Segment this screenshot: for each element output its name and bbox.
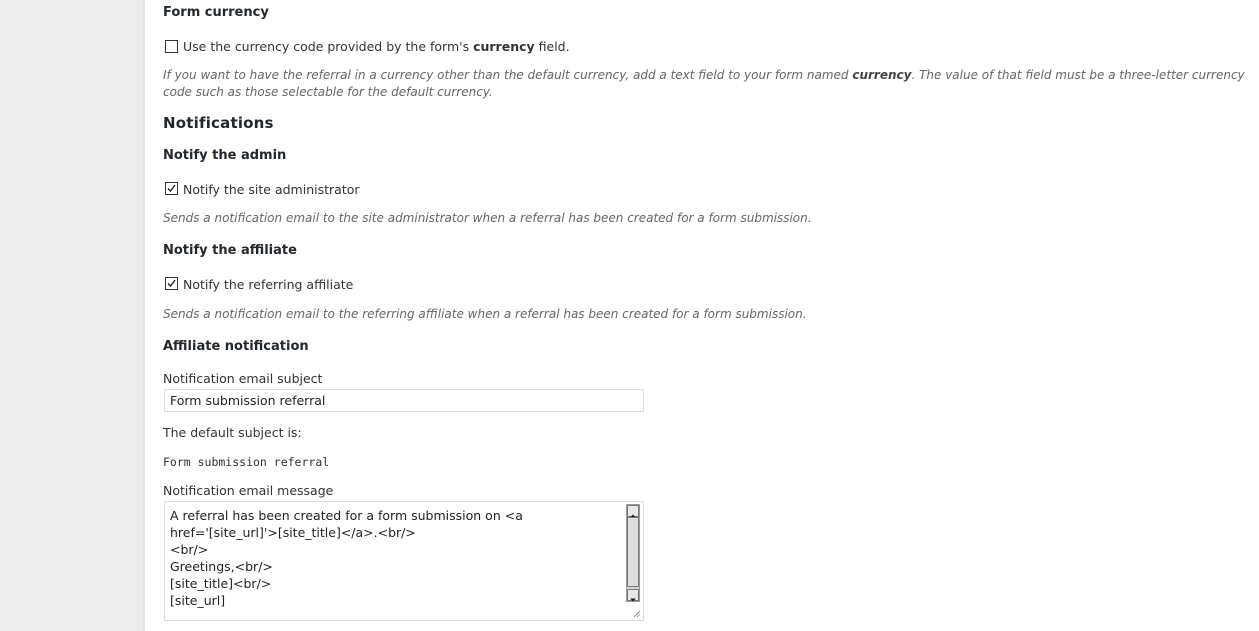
form-currency-description-line1 [163,68,1245,82]
desc-text-pre: If you want to have the referral in a currency other than the default currency, add a text field to your form named [163,68,853,82]
notify-admin-heading: Notify the admin [163,148,287,163]
checkmark-icon [166,278,177,289]
notify-affiliate-checkbox[interactable] [165,277,178,290]
desc-text-bold: currency [852,68,912,82]
notifications-heading: Notifications [163,114,274,132]
subject-input[interactable] [164,389,644,412]
admin-sidebar [0,0,143,631]
label-text-pre: Use the currency code provided by the form's [183,39,474,54]
form-currency-description-line2: code such as those selectable for the default currency. [163,85,493,99]
label-text-post: field. [534,39,570,54]
resize-grip-icon[interactable] [631,608,641,618]
checkmark-icon [166,183,177,194]
message-text: A referral has been created for a form submission on <a href='[site_url]'>[site_title]</a>.<br/> <br/> Greetings,<br/> [site_title]<br/> [site_url] [170,508,523,608]
notify-affiliate-heading: Notify the affiliate [163,243,297,258]
scroll-down-icon[interactable] [627,589,639,601]
notify-affiliate-checkbox-label[interactable]: Notify the referring affiliate [183,277,354,292]
label-text-bold: currency [473,39,535,54]
scroll-up-icon[interactable] [627,505,639,517]
scroll-thumb[interactable] [627,517,639,587]
desc-text-post: . The value of that field must be a three-letter currency [911,68,1245,82]
notify-admin-checkbox[interactable] [165,182,178,195]
form-currency-checkbox-label[interactable] [183,39,570,54]
default-subject-value: Form submission referral [163,455,330,469]
subject-label: Notification email subject [163,371,323,386]
notify-admin-checkbox-label[interactable]: Notify the site administrator [183,182,360,197]
notify-admin-description: Sends a notification email to the site administrator when a referral has been created for a form submission. [163,211,812,225]
form-currency-checkbox[interactable] [165,40,178,53]
notify-affiliate-description: Sends a notification email to the referring affiliate when a referral has been created for a form submission. [163,307,807,321]
sidebar-border [143,0,145,631]
default-subject-label: The default subject is: [163,425,302,440]
message-label: Notification email message [163,483,334,498]
affiliate-notification-heading: Affiliate notification [163,339,309,354]
form-currency-heading: Form currency [163,5,269,20]
settings-panel [163,0,1248,631]
message-textarea[interactable] [164,501,644,621]
textarea-scrollbar[interactable] [626,504,640,602]
